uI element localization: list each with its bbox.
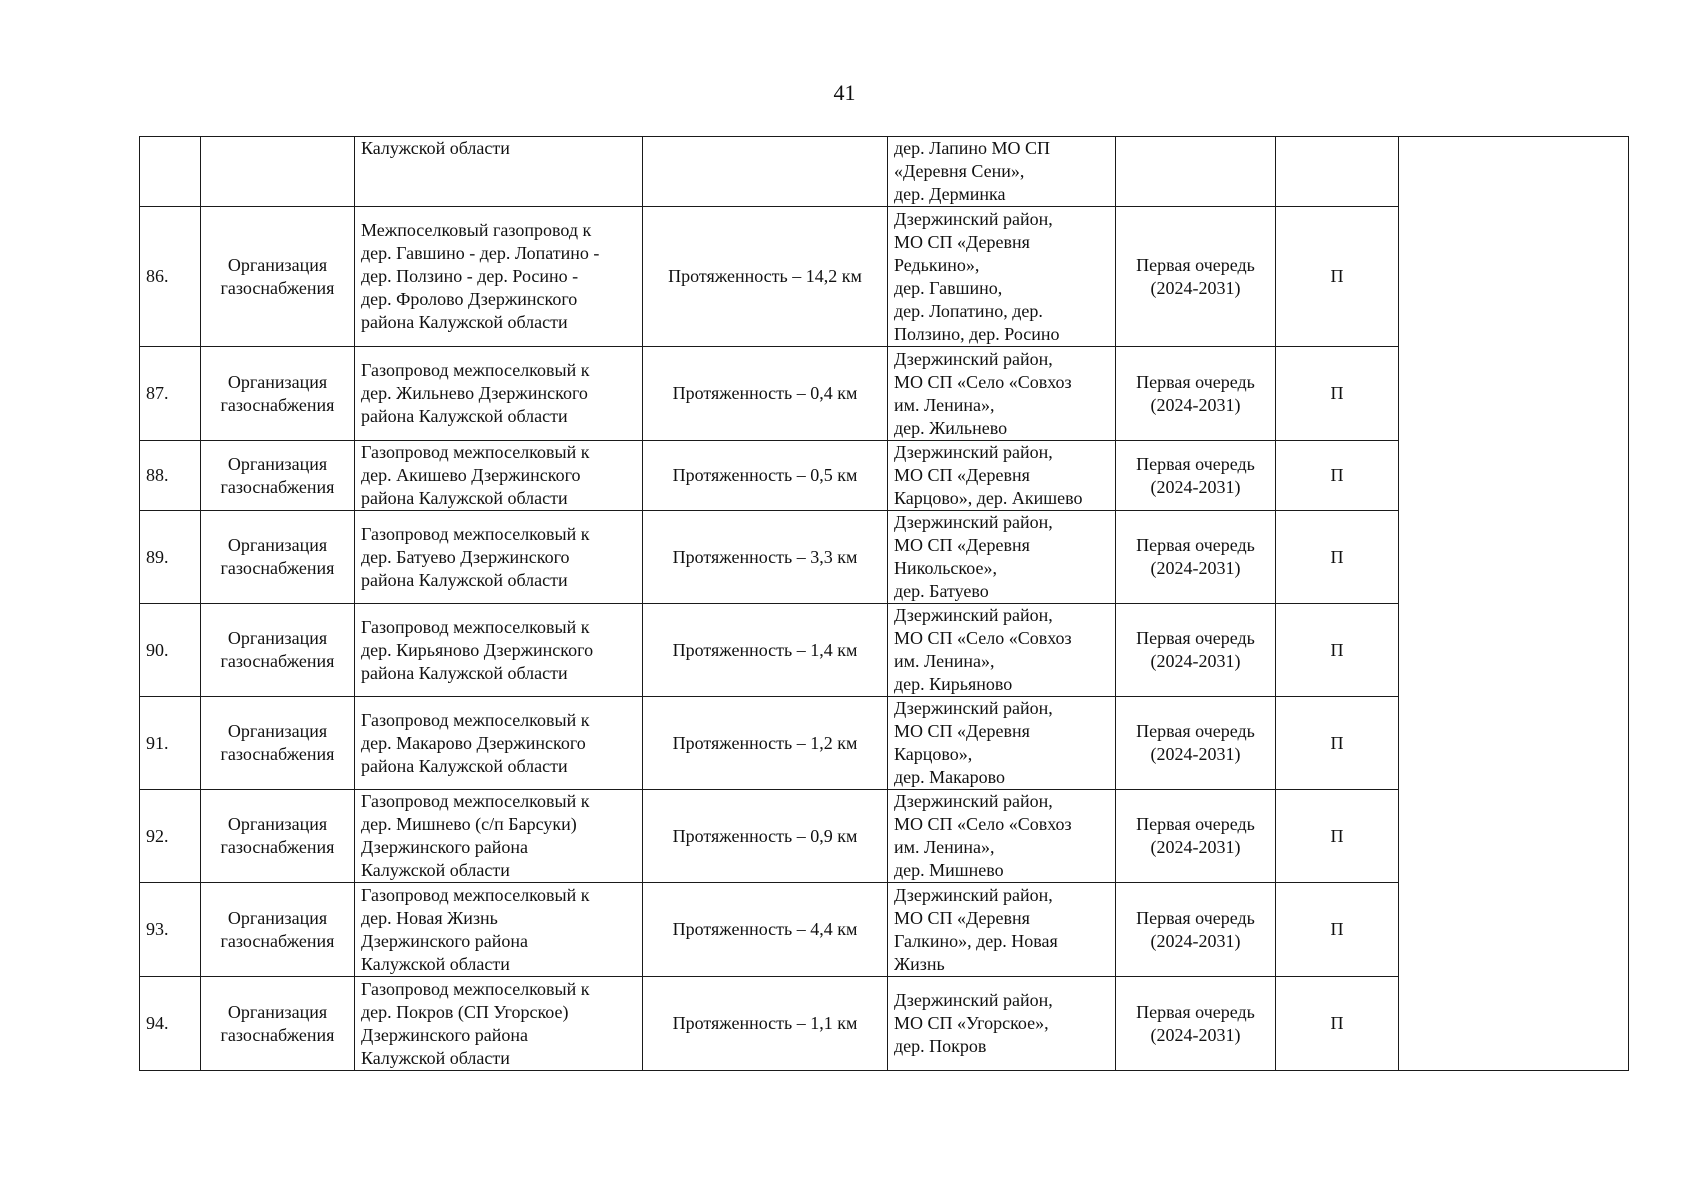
- cell-name: Газопровод межпоселковый к дер. Мишнево (с/п Барсуки) Дзержинского района Калужской области: [355, 790, 643, 883]
- cell-type: Организация газоснабжения: [201, 883, 355, 977]
- cell-param: Протяженность – 4,4 км: [643, 883, 888, 977]
- cell-stage: Первая очередь (2024-2031): [1116, 883, 1276, 977]
- cell-stage: Первая очередь (2024-2031): [1116, 977, 1276, 1071]
- cell-location: Дзержинский район, МО СП «Деревня Никольское», дер. Батуево: [888, 511, 1116, 604]
- cell-location: Дзержинский район, МО СП «Деревня Карцово», дер. Акишево: [888, 441, 1116, 511]
- cell-num: 86.: [140, 207, 201, 347]
- cell-status: П: [1276, 883, 1399, 977]
- cell-type: Организация газоснабжения: [201, 790, 355, 883]
- cell-name: Газопровод межпоселковый к дер. Батуево Дзержинского района Калужской области: [355, 511, 643, 604]
- cell-type: [201, 137, 355, 207]
- cell-location: дер. Лапино МО СП «Деревня Сени», дер. Дерминка: [888, 137, 1116, 207]
- page-number: 41: [833, 80, 856, 105]
- cell-location: Дзержинский район, МО СП «Деревня Редькино», дер. Гавшино, дер. Лопатино, дер. Ползино, дер. Росино: [888, 207, 1116, 347]
- cell-param: Протяженность – 3,3 км: [643, 511, 888, 604]
- cell-param: Протяженность – 0,5 км: [643, 441, 888, 511]
- cell-status: П: [1276, 511, 1399, 604]
- cell-status: П: [1276, 441, 1399, 511]
- cell-stage: [1116, 137, 1276, 207]
- cell-stage: Первая очередь (2024-2031): [1116, 347, 1276, 441]
- cell-name: Газопровод межпоселковый к дер. Кирьяново Дзержинского района Калужской области: [355, 604, 643, 697]
- cell-num: [140, 137, 201, 207]
- cell-name: Калужской области: [355, 137, 643, 207]
- cell-stage: Первая очередь (2024-2031): [1116, 790, 1276, 883]
- cell-status: П: [1276, 697, 1399, 790]
- cell-num: 93.: [140, 883, 201, 977]
- cell-num: 92.: [140, 790, 201, 883]
- cell-location: Дзержинский район, МО СП «Угорское», дер. Покров: [888, 977, 1116, 1071]
- cell-location: Дзержинский район, МО СП «Деревня Галкино», дер. Новая Жизнь: [888, 883, 1116, 977]
- cell-location: Дзержинский район, МО СП «Село «Совхоз им. Ленина», дер. Жильнево: [888, 347, 1116, 441]
- cell-stage: Первая очередь (2024-2031): [1116, 511, 1276, 604]
- cell-param: Протяженность – 0,4 км: [643, 347, 888, 441]
- cell-name: Межпоселковый газопровод к дер. Гавшино - дер. Лопатино - дер. Ползино - дер. Росино - дер. Фролово Дзержинского района Калужской области: [355, 207, 643, 347]
- cell-type: Организация газоснабжения: [201, 441, 355, 511]
- cell-num: 88.: [140, 441, 201, 511]
- cell-name: Газопровод межпоселковый к дер. Акишево Дзержинского района Калужской области: [355, 441, 643, 511]
- cell-type: Организация газоснабжения: [201, 604, 355, 697]
- objects-table: [139, 136, 1629, 1071]
- cell-num: 89.: [140, 511, 201, 604]
- cell-num: 91.: [140, 697, 201, 790]
- cell-type: Организация газоснабжения: [201, 207, 355, 347]
- cell-status: П: [1276, 347, 1399, 441]
- cell-status: П: [1276, 207, 1399, 347]
- cell-extra: [1399, 137, 1629, 1071]
- cell-param: Протяженность – 1,1 км: [643, 977, 888, 1071]
- cell-num: 94.: [140, 977, 201, 1071]
- cell-param: Протяженность – 1,2 км: [643, 697, 888, 790]
- cell-stage: Первая очередь (2024-2031): [1116, 604, 1276, 697]
- cell-status: П: [1276, 790, 1399, 883]
- cell-status: П: [1276, 604, 1399, 697]
- table-row-continuation: [140, 137, 1629, 207]
- cell-param: Протяженность – 1,4 км: [643, 604, 888, 697]
- cell-param: Протяженность – 0,9 км: [643, 790, 888, 883]
- cell-param: [643, 137, 888, 207]
- cell-stage: Первая очередь (2024-2031): [1116, 441, 1276, 511]
- cell-num: 90.: [140, 604, 201, 697]
- cell-type: Организация газоснабжения: [201, 977, 355, 1071]
- cell-type: Организация газоснабжения: [201, 511, 355, 604]
- cell-status: П: [1276, 977, 1399, 1071]
- cell-name: Газопровод межпоселковый к дер. Покров (СП Угорское) Дзержинского района Калужской области: [355, 977, 643, 1071]
- cell-name: Газопровод межпоселковый к дер. Жильнево Дзержинского района Калужской области: [355, 347, 643, 441]
- cell-num: 87.: [140, 347, 201, 441]
- cell-location: Дзержинский район, МО СП «Село «Совхоз им. Ленина», дер. Мишнево: [888, 790, 1116, 883]
- cell-type: Организация газоснабжения: [201, 347, 355, 441]
- cell-type: Организация газоснабжения: [201, 697, 355, 790]
- cell-name: Газопровод межпоселковый к дер. Новая Жизнь Дзержинского района Калужской области: [355, 883, 643, 977]
- cell-stage: Первая очередь (2024-2031): [1116, 207, 1276, 347]
- cell-name: Газопровод межпоселковый к дер. Макарово Дзержинского района Калужской области: [355, 697, 643, 790]
- cell-location: Дзержинский район, МО СП «Деревня Карцово», дер. Макарово: [888, 697, 1116, 790]
- cell-status: [1276, 137, 1399, 207]
- cell-stage: Первая очередь (2024-2031): [1116, 697, 1276, 790]
- cell-param: Протяженность – 14,2 км: [643, 207, 888, 347]
- cell-location: Дзержинский район, МО СП «Село «Совхоз им. Ленина», дер. Кирьяново: [888, 604, 1116, 697]
